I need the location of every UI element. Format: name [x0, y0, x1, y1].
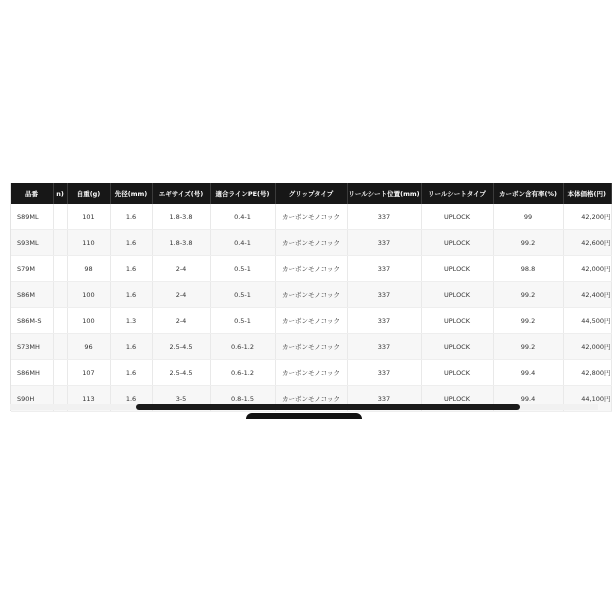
header-truncated: n): [53, 183, 67, 204]
cell-line-pe: 0.5-1: [210, 282, 275, 308]
cell-reel-seat-type: UPLOCK: [421, 386, 493, 412]
cell-truncated: [53, 204, 67, 230]
cell-reel-seat-type: UPLOCK: [421, 308, 493, 334]
cell-egi-size: 2.5-4.5: [152, 360, 210, 386]
cell-reel-seat-position: 337: [347, 204, 421, 230]
cell-tip-diameter: 1.3: [110, 308, 152, 334]
cell-price: 44,500円: [563, 308, 611, 334]
cell-grip-type: カーボンモノコック: [275, 230, 347, 256]
cell-line-pe: 0.6-1.2: [210, 334, 275, 360]
header-row: [11, 183, 611, 204]
cell-tip-diameter: 1.6: [110, 204, 152, 230]
table-header: [11, 183, 611, 204]
cell-line-pe: 0.6-1.2: [210, 360, 275, 386]
cell-truncated: [53, 256, 67, 282]
header-tip-diameter: 先径(mm): [110, 183, 152, 204]
cell-reel-seat-type: UPLOCK: [421, 282, 493, 308]
cell-carbon-content: 99: [493, 204, 563, 230]
cell-egi-size: 2-4: [152, 308, 210, 334]
cell-reel-seat-position: 337: [347, 230, 421, 256]
table-row: [11, 230, 611, 256]
cell-price: 44,100円: [563, 386, 611, 412]
cell-weight: 96: [67, 334, 110, 360]
cell-line-pe: 0.4-1: [210, 204, 275, 230]
cell-reel-seat-type: UPLOCK: [421, 204, 493, 230]
cell-reel-seat-type: UPLOCK: [421, 230, 493, 256]
cell-egi-size: 1.8-3.8: [152, 204, 210, 230]
cell-carbon-content: 99.4: [493, 360, 563, 386]
header-reel-seat-type: リールシートタイプ: [421, 183, 493, 204]
cell-weight: 107: [67, 360, 110, 386]
cell-truncated: [53, 308, 67, 334]
cell-line-pe: 0.4-1: [210, 230, 275, 256]
cell-price: 42,400円: [563, 282, 611, 308]
cell-reel-seat-position: 337: [347, 386, 421, 412]
cell-egi-size: 1.8-3.8: [152, 230, 210, 256]
cell-reel-seat-type: UPLOCK: [421, 256, 493, 282]
cell-carbon-content: 99.2: [493, 230, 563, 256]
cell-grip-type: カーボンモノコック: [275, 360, 347, 386]
cell-tip-diameter: 1.6: [110, 230, 152, 256]
cell-carbon-content: 99.4: [493, 386, 563, 412]
cell-truncated: [53, 282, 67, 308]
cell-weight: 110: [67, 230, 110, 256]
cell-model: S79M: [11, 256, 53, 282]
cell-weight: 100: [67, 282, 110, 308]
cell-reel-seat-position: 337: [347, 308, 421, 334]
cell-weight: 98: [67, 256, 110, 282]
table-row: [11, 256, 611, 282]
header-reel-seat-position: リールシート位置(mm): [347, 183, 421, 204]
pager-handle[interactable]: [246, 413, 362, 419]
table-row: [11, 334, 611, 360]
cell-reel-seat-position: 337: [347, 360, 421, 386]
table-row: [11, 204, 611, 230]
header-line-pe: 適合ラインPE(号): [210, 183, 275, 204]
cell-grip-type: カーボンモノコック: [275, 334, 347, 360]
cell-truncated: [53, 360, 67, 386]
cell-price: 42,800円: [563, 360, 611, 386]
cell-price: 42,000円: [563, 334, 611, 360]
cell-grip-type: カーボンモノコック: [275, 256, 347, 282]
cell-carbon-content: 99.2: [493, 334, 563, 360]
cell-line-pe: 0.5-1: [210, 256, 275, 282]
spec-table-container[interactable]: [10, 183, 611, 411]
cell-grip-type: カーボンモノコック: [275, 308, 347, 334]
cell-model: S86MH: [11, 360, 53, 386]
cell-tip-diameter: 1.6: [110, 256, 152, 282]
cell-reel-seat-position: 337: [347, 256, 421, 282]
cell-grip-type: カーボンモノコック: [275, 282, 347, 308]
table-body: [11, 204, 611, 412]
cell-weight: 113: [67, 386, 110, 412]
header-carbon-content: カーボン含有率(%): [493, 183, 563, 204]
cell-weight: 101: [67, 204, 110, 230]
header-model-number: 品番: [11, 183, 53, 204]
table-row: [11, 360, 611, 386]
header-grip-type: グリップタイプ: [275, 183, 347, 204]
cell-grip-type: カーボンモノコック: [275, 386, 347, 412]
cell-egi-size: 3-5: [152, 386, 210, 412]
cell-model: S86M: [11, 282, 53, 308]
cell-carbon-content: 99.2: [493, 282, 563, 308]
cell-tip-diameter: 1.6: [110, 282, 152, 308]
cell-model: S93ML: [11, 230, 53, 256]
cell-model: S90H: [11, 386, 53, 412]
cell-reel-seat-position: 337: [347, 282, 421, 308]
cell-price: 42,600円: [563, 230, 611, 256]
cell-tip-diameter: 1.6: [110, 334, 152, 360]
table-row: [11, 282, 611, 308]
cell-egi-size: 2-4: [152, 282, 210, 308]
cell-reel-seat-type: UPLOCK: [421, 360, 493, 386]
table-row: [11, 308, 611, 334]
cell-price: 42,200円: [563, 204, 611, 230]
horizontal-scrollbar-thumb[interactable]: [136, 404, 520, 410]
cell-price: 42,000円: [563, 256, 611, 282]
cell-carbon-content: 98.8: [493, 256, 563, 282]
cell-carbon-content: 99.2: [493, 308, 563, 334]
cell-model: S86M-S: [11, 308, 53, 334]
cell-reel-seat-type: UPLOCK: [421, 334, 493, 360]
spec-table: [11, 183, 612, 412]
header-weight: 自重(g): [67, 183, 110, 204]
cell-tip-diameter: 1.6: [110, 386, 152, 412]
cell-weight: 100: [67, 308, 110, 334]
cell-truncated: [53, 230, 67, 256]
cell-grip-type: カーボンモノコック: [275, 204, 347, 230]
cell-line-pe: 0.5-1: [210, 308, 275, 334]
cell-tip-diameter: 1.6: [110, 360, 152, 386]
header-price: 本体価格(円): [563, 183, 611, 204]
cell-truncated: [53, 334, 67, 360]
header-egi-size: エギサイズ(号): [152, 183, 210, 204]
cell-line-pe: 0.8-1.5: [210, 386, 275, 412]
cell-egi-size: 2-4: [152, 256, 210, 282]
cell-model: S89ML: [11, 204, 53, 230]
cell-model: S73MH: [11, 334, 53, 360]
cell-reel-seat-position: 337: [347, 334, 421, 360]
cell-egi-size: 2.5-4.5: [152, 334, 210, 360]
